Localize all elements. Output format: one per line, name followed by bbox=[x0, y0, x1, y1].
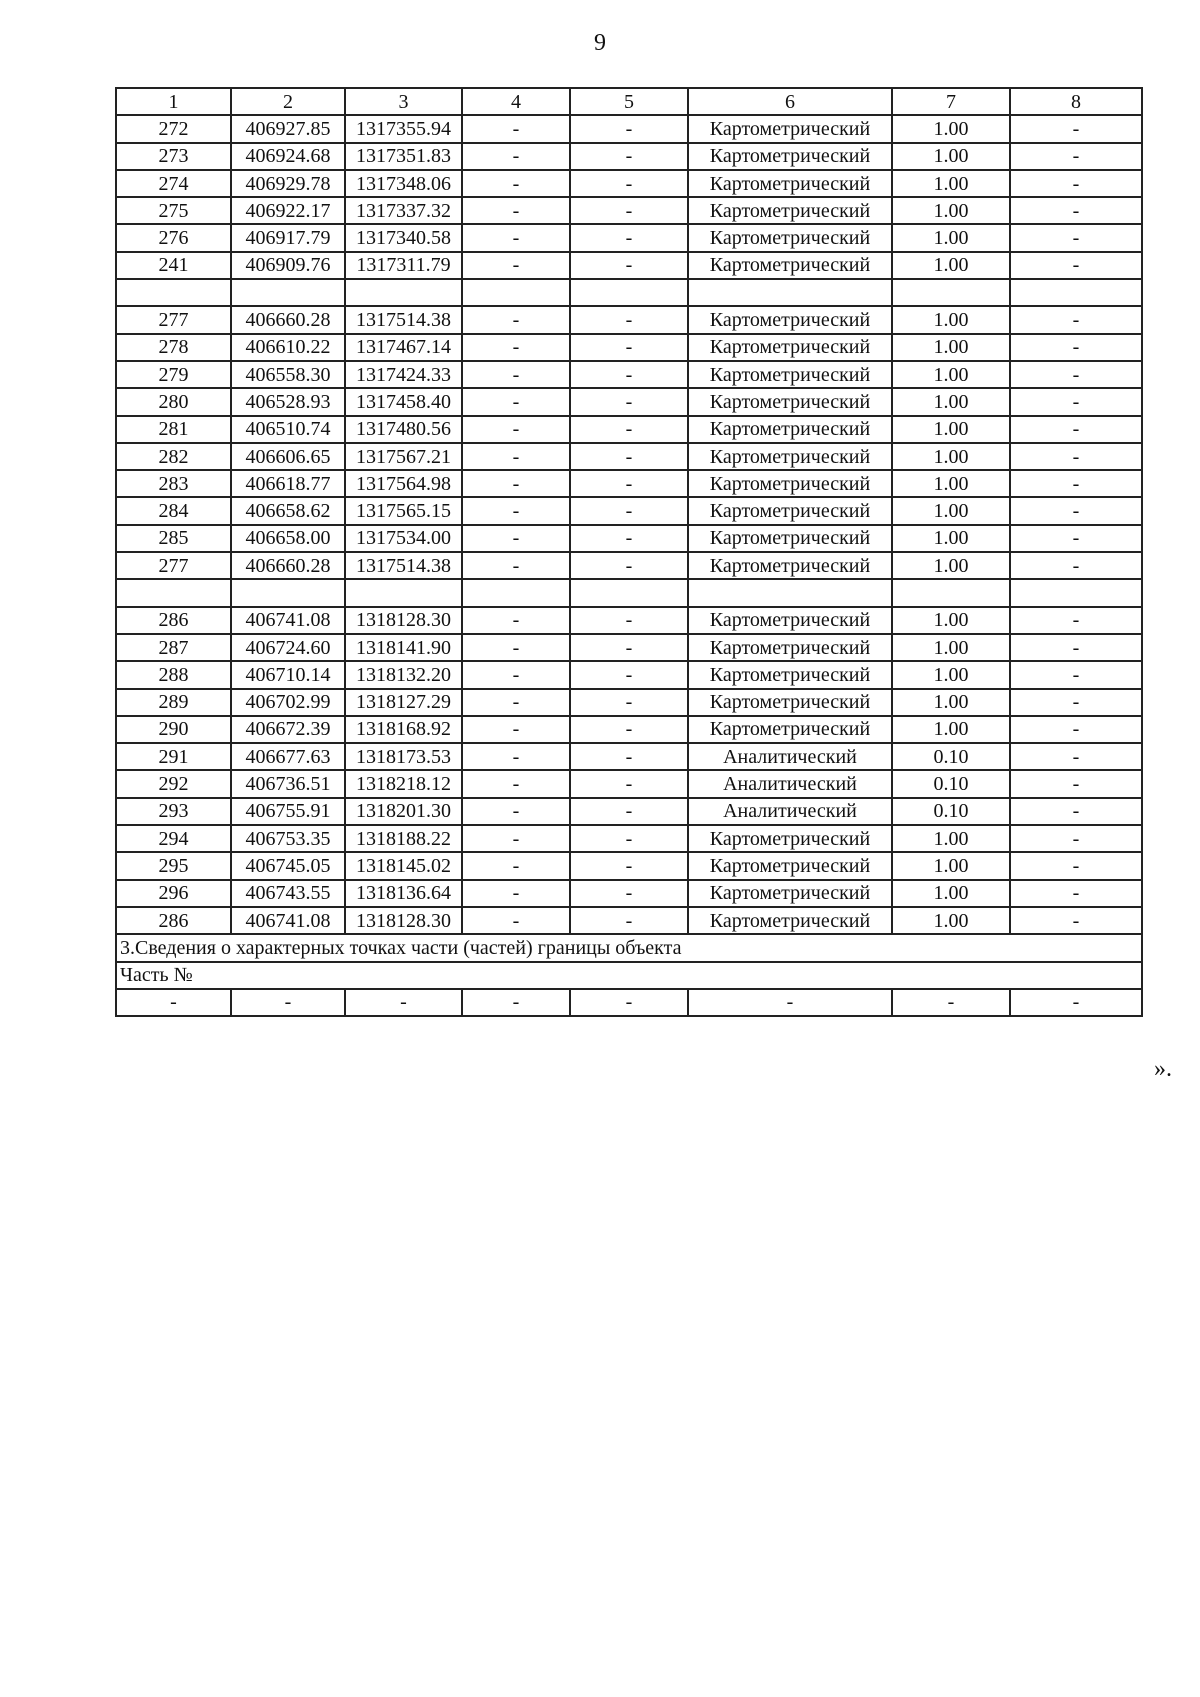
table-cell-col-8: - bbox=[1010, 170, 1142, 197]
table-cell-col-2: 406724.60 bbox=[231, 634, 345, 661]
table-cell-col-3: 3 bbox=[345, 88, 462, 115]
table-cell-col-7: 0.10 bbox=[892, 770, 1010, 797]
table-cell-col-1: 291 bbox=[116, 743, 231, 770]
table-cell-col-2: 406743.55 bbox=[231, 880, 345, 907]
table-cell-col-7: 1.00 bbox=[892, 252, 1010, 279]
table-cell-col-2: 406736.51 bbox=[231, 770, 345, 797]
table-row bbox=[116, 115, 1142, 142]
empty-cell bbox=[345, 279, 462, 306]
table-cell-col-5: - bbox=[570, 388, 688, 415]
table-cell-col-5: - bbox=[570, 252, 688, 279]
table-cell-col-3: 1317424.33 bbox=[345, 361, 462, 388]
table-cell-col-7: - bbox=[892, 989, 1010, 1016]
table-cell-col-4: - bbox=[462, 852, 570, 879]
table-cell-col-8: - bbox=[1010, 716, 1142, 743]
table-cell-col-3: 1318173.53 bbox=[345, 743, 462, 770]
table-cell-col-1: 294 bbox=[116, 825, 231, 852]
table-cell-col-4: - bbox=[462, 798, 570, 825]
table-cell-col-5: - bbox=[570, 115, 688, 142]
table-cell-col-8: - bbox=[1010, 416, 1142, 443]
table-cell-col-1: 286 bbox=[116, 907, 231, 934]
section-title-row bbox=[116, 934, 1142, 961]
page-number: 9 bbox=[594, 30, 606, 56]
table-body bbox=[116, 88, 1142, 1016]
table-cell-col-6: Картометрический bbox=[688, 170, 892, 197]
table-cell-col-8: - bbox=[1010, 197, 1142, 224]
table-cell-col-8: - bbox=[1010, 306, 1142, 333]
table-cell-col-2: 406658.00 bbox=[231, 525, 345, 552]
table-cell-col-3: 1317340.58 bbox=[345, 224, 462, 251]
part-number-label-row bbox=[116, 962, 1142, 989]
table-cell-col-2: 406917.79 bbox=[231, 224, 345, 251]
table-row bbox=[116, 143, 1142, 170]
table-cell-col-5: - bbox=[570, 880, 688, 907]
table-cell-col-7: 1.00 bbox=[892, 552, 1010, 579]
table-row bbox=[116, 170, 1142, 197]
table-cell-col-5: - bbox=[570, 852, 688, 879]
table-cell-col-1: 275 bbox=[116, 197, 231, 224]
table-cell-col-7: 1.00 bbox=[892, 825, 1010, 852]
table-cell-col-1: 293 bbox=[116, 798, 231, 825]
table-cell-col-5: - bbox=[570, 497, 688, 524]
table-cell-col-4: - bbox=[462, 497, 570, 524]
table-cell-col-7: 1.00 bbox=[892, 115, 1010, 142]
table-cell-col-4: - bbox=[462, 661, 570, 688]
table-cell-col-4: - bbox=[462, 770, 570, 797]
table-cell-col-3: 1318145.02 bbox=[345, 852, 462, 879]
table-cell-col-1: 290 bbox=[116, 716, 231, 743]
table-cell-col-8: - bbox=[1010, 661, 1142, 688]
table-cell-col-8: - bbox=[1010, 689, 1142, 716]
table-cell-col-1: 288 bbox=[116, 661, 231, 688]
empty-cell bbox=[688, 279, 892, 306]
table-cell-col-7: 1.00 bbox=[892, 197, 1010, 224]
table-cell-col-1: 285 bbox=[116, 525, 231, 552]
empty-cell bbox=[462, 279, 570, 306]
table-row bbox=[116, 525, 1142, 552]
table-cell-col-8: - bbox=[1010, 825, 1142, 852]
table-cell-col-5: - bbox=[570, 798, 688, 825]
empty-cell bbox=[231, 579, 345, 606]
table-row bbox=[116, 989, 1142, 1016]
table-cell-col-8: - bbox=[1010, 525, 1142, 552]
table-cell-col-7: 0.10 bbox=[892, 743, 1010, 770]
table-cell-col-5: 5 bbox=[570, 88, 688, 115]
table-cell-col-5: - bbox=[570, 989, 688, 1016]
table-cell-col-3: 1317567.21 bbox=[345, 443, 462, 470]
table-cell-col-5: - bbox=[570, 306, 688, 333]
empty-cell bbox=[231, 279, 345, 306]
table-cell-col-4: - bbox=[462, 525, 570, 552]
table-cell-col-1: 295 bbox=[116, 852, 231, 879]
table-row bbox=[116, 634, 1142, 661]
table-cell-col-5: - bbox=[570, 224, 688, 251]
table-cell-col-3: 1318141.90 bbox=[345, 634, 462, 661]
table-cell-col-1: 278 bbox=[116, 334, 231, 361]
table-cell-col-3: 1317565.15 bbox=[345, 497, 462, 524]
table-cell-col-1: 289 bbox=[116, 689, 231, 716]
table-cell-col-7: 0.10 bbox=[892, 798, 1010, 825]
table-cell-col-4: - bbox=[462, 416, 570, 443]
empty-cell bbox=[462, 579, 570, 606]
table-cell-col-3: 1317351.83 bbox=[345, 143, 462, 170]
table-cell-col-2: 406660.28 bbox=[231, 306, 345, 333]
table-cell-col-4: - bbox=[462, 907, 570, 934]
table-cell-col-5: - bbox=[570, 825, 688, 852]
table-cell-col-3: 1318218.12 bbox=[345, 770, 462, 797]
table-cell-col-3: 1317467.14 bbox=[345, 334, 462, 361]
table-cell-col-6: Картометрический bbox=[688, 716, 892, 743]
table-cell-col-7: 1.00 bbox=[892, 852, 1010, 879]
table-cell-col-6: Аналитический bbox=[688, 743, 892, 770]
table-cell-col-6: Картометрический bbox=[688, 334, 892, 361]
table-cell-col-4: - bbox=[462, 689, 570, 716]
table-cell-col-2: 406677.63 bbox=[231, 743, 345, 770]
table-cell-col-4: - bbox=[462, 115, 570, 142]
table-row bbox=[116, 880, 1142, 907]
table-cell-col-4: - bbox=[462, 607, 570, 634]
table-cell-col-2: 406660.28 bbox=[231, 552, 345, 579]
table-cell-col-8: 8 bbox=[1010, 88, 1142, 115]
table-cell-col-5: - bbox=[570, 661, 688, 688]
table-cell-col-2: 406741.08 bbox=[231, 907, 345, 934]
table-cell-col-3: 1317311.79 bbox=[345, 252, 462, 279]
table-row bbox=[116, 607, 1142, 634]
table-cell-col-5: - bbox=[570, 143, 688, 170]
empty-cell bbox=[116, 279, 231, 306]
table-cell-col-2: 406745.05 bbox=[231, 852, 345, 879]
table-cell-col-5: - bbox=[570, 470, 688, 497]
table-cell-col-5: - bbox=[570, 689, 688, 716]
table-cell-col-6: Картометрический bbox=[688, 689, 892, 716]
table-cell-col-4: - bbox=[462, 388, 570, 415]
empty-cell bbox=[1010, 579, 1142, 606]
table-cell-col-8: - bbox=[1010, 880, 1142, 907]
table-cell-col-2: 406558.30 bbox=[231, 361, 345, 388]
table-cell-col-1: 281 bbox=[116, 416, 231, 443]
table-cell-col-8: - bbox=[1010, 224, 1142, 251]
table-cell-col-7: 1.00 bbox=[892, 388, 1010, 415]
table-cell-col-3: 1317348.06 bbox=[345, 170, 462, 197]
table-cell-col-5: - bbox=[570, 907, 688, 934]
table-cell-col-7: 1.00 bbox=[892, 416, 1010, 443]
table-row bbox=[116, 416, 1142, 443]
table-cell-col-2: 2 bbox=[231, 88, 345, 115]
table-cell-col-1: 286 bbox=[116, 607, 231, 634]
table-cell-col-3: 1317534.00 bbox=[345, 525, 462, 552]
table-cell-col-3: 1317458.40 bbox=[345, 388, 462, 415]
table-cell-col-5: - bbox=[570, 525, 688, 552]
table-cell-col-4: - bbox=[462, 170, 570, 197]
table-cell-col-2: 406610.22 bbox=[231, 334, 345, 361]
table-header-row bbox=[116, 88, 1142, 115]
table-cell-col-2: 406929.78 bbox=[231, 170, 345, 197]
table-cell-col-5: - bbox=[570, 170, 688, 197]
table-cell-col-2: 406741.08 bbox=[231, 607, 345, 634]
table-cell-col-1: - bbox=[116, 989, 231, 1016]
table-cell-col-6: Картометрический bbox=[688, 525, 892, 552]
table-cell-col-3: 1317337.32 bbox=[345, 197, 462, 224]
table-row bbox=[116, 825, 1142, 852]
table-cell-col-5: - bbox=[570, 770, 688, 797]
table-cell-col-2: 406922.17 bbox=[231, 197, 345, 224]
table-row bbox=[116, 388, 1142, 415]
closing-quote: ». bbox=[1154, 1056, 1172, 1082]
contour-separator-row bbox=[116, 279, 1142, 306]
table-cell-col-2: 406924.68 bbox=[231, 143, 345, 170]
table-cell-col-2: 406658.62 bbox=[231, 497, 345, 524]
table-row bbox=[116, 743, 1142, 770]
table-cell-col-1: 1 bbox=[116, 88, 231, 115]
table-cell-col-7: 1.00 bbox=[892, 143, 1010, 170]
table-cell-col-3: 1318132.20 bbox=[345, 661, 462, 688]
table-cell-col-6: Картометрический bbox=[688, 361, 892, 388]
table-cell-col-8: - bbox=[1010, 334, 1142, 361]
table-row bbox=[116, 552, 1142, 579]
table-row bbox=[116, 361, 1142, 388]
table-cell-col-8: - bbox=[1010, 552, 1142, 579]
table-cell-col-5: - bbox=[570, 607, 688, 634]
table-row bbox=[116, 334, 1142, 361]
table-cell-col-7: 1.00 bbox=[892, 334, 1010, 361]
table-cell-col-7: 1.00 bbox=[892, 170, 1010, 197]
table-cell-col-2: 406672.39 bbox=[231, 716, 345, 743]
table-cell-col-6: Картометрический bbox=[688, 825, 892, 852]
table-cell-col-7: 1.00 bbox=[892, 306, 1010, 333]
table-cell-col-8: - bbox=[1010, 361, 1142, 388]
table-cell-col-2: 406606.65 bbox=[231, 443, 345, 470]
contour-separator-row bbox=[116, 579, 1142, 606]
table-cell-col-6: Картометрический bbox=[688, 552, 892, 579]
table-row bbox=[116, 770, 1142, 797]
table-cell-col-4: - bbox=[462, 443, 570, 470]
table-cell-col-6: Картометрический bbox=[688, 224, 892, 251]
table-row bbox=[116, 716, 1142, 743]
table-row bbox=[116, 852, 1142, 879]
section-title: 3.Сведения о характерных точках части (частей) границы объекта bbox=[116, 934, 1142, 961]
table-cell-col-4: - bbox=[462, 552, 570, 579]
table-cell-col-1: 287 bbox=[116, 634, 231, 661]
table-cell-col-6: Картометрический bbox=[688, 443, 892, 470]
table-cell-col-7: 1.00 bbox=[892, 880, 1010, 907]
table-cell-col-8: - bbox=[1010, 443, 1142, 470]
table-cell-col-2: 406909.76 bbox=[231, 252, 345, 279]
table-cell-col-4: - bbox=[462, 989, 570, 1016]
table-cell-col-4: - bbox=[462, 743, 570, 770]
table-cell-col-2: 406755.91 bbox=[231, 798, 345, 825]
table-cell-col-3: 1317480.56 bbox=[345, 416, 462, 443]
table-cell-col-4: - bbox=[462, 252, 570, 279]
table-cell-col-8: - bbox=[1010, 388, 1142, 415]
table-cell-col-8: - bbox=[1010, 497, 1142, 524]
table-cell-col-2: 406618.77 bbox=[231, 470, 345, 497]
table-cell-col-7: 1.00 bbox=[892, 607, 1010, 634]
table-cell-col-8: - bbox=[1010, 252, 1142, 279]
table-cell-col-1: 284 bbox=[116, 497, 231, 524]
table-cell-col-6: Картометрический bbox=[688, 252, 892, 279]
table-cell-col-8: - bbox=[1010, 798, 1142, 825]
table-cell-col-3: 1318168.92 bbox=[345, 716, 462, 743]
table-cell-col-7: 7 bbox=[892, 88, 1010, 115]
table-cell-col-3: 1318188.22 bbox=[345, 825, 462, 852]
table-cell-col-1: 277 bbox=[116, 552, 231, 579]
table-row bbox=[116, 497, 1142, 524]
table-row bbox=[116, 798, 1142, 825]
table-cell-col-1: 277 bbox=[116, 306, 231, 333]
table-cell-col-2: 406702.99 bbox=[231, 689, 345, 716]
table-cell-col-6: Картометрический bbox=[688, 907, 892, 934]
table-cell-col-4: - bbox=[462, 306, 570, 333]
empty-cell bbox=[116, 579, 231, 606]
table-cell-col-1: 296 bbox=[116, 880, 231, 907]
table-cell-col-2: 406753.35 bbox=[231, 825, 345, 852]
table-cell-col-7: 1.00 bbox=[892, 661, 1010, 688]
table-cell-col-6: Картометрический bbox=[688, 470, 892, 497]
table-row bbox=[116, 661, 1142, 688]
table-cell-col-7: 1.00 bbox=[892, 224, 1010, 251]
table-row bbox=[116, 907, 1142, 934]
table-cell-col-7: 1.00 bbox=[892, 361, 1010, 388]
table-cell-col-4: - bbox=[462, 143, 570, 170]
table-cell-col-4: - bbox=[462, 197, 570, 224]
table-cell-col-5: - bbox=[570, 443, 688, 470]
table-cell-col-6: Картометрический bbox=[688, 852, 892, 879]
table-cell-col-8: - bbox=[1010, 907, 1142, 934]
table-cell-col-5: - bbox=[570, 634, 688, 661]
table-cell-col-5: - bbox=[570, 716, 688, 743]
table-cell-col-5: - bbox=[570, 416, 688, 443]
table-cell-col-8: - bbox=[1010, 743, 1142, 770]
table-row bbox=[116, 470, 1142, 497]
table-cell-col-1: 280 bbox=[116, 388, 231, 415]
empty-cell bbox=[570, 279, 688, 306]
empty-cell bbox=[688, 579, 892, 606]
table-cell-col-7: 1.00 bbox=[892, 470, 1010, 497]
table-cell-col-1: 273 bbox=[116, 143, 231, 170]
table-cell-col-4: - bbox=[462, 361, 570, 388]
table-cell-col-5: - bbox=[570, 197, 688, 224]
table-cell-col-6: Картометрический bbox=[688, 634, 892, 661]
table-cell-col-1: 282 bbox=[116, 443, 231, 470]
table-cell-col-2: 406710.14 bbox=[231, 661, 345, 688]
table-cell-col-5: - bbox=[570, 552, 688, 579]
table-cell-col-7: 1.00 bbox=[892, 525, 1010, 552]
table-cell-col-4: - bbox=[462, 224, 570, 251]
table-cell-col-1: 241 bbox=[116, 252, 231, 279]
table-cell-col-4: - bbox=[462, 880, 570, 907]
table-cell-col-4: - bbox=[462, 716, 570, 743]
part-number-label: Часть № bbox=[116, 962, 1142, 989]
table-cell-col-6: Картометрический bbox=[688, 661, 892, 688]
table-cell-col-6: Картометрический bbox=[688, 388, 892, 415]
table-cell-col-8: - bbox=[1010, 143, 1142, 170]
table-cell-col-3: 1317564.98 bbox=[345, 470, 462, 497]
table-cell-col-3: 1317514.38 bbox=[345, 552, 462, 579]
table-row bbox=[116, 443, 1142, 470]
table-cell-col-3: 1318201.30 bbox=[345, 798, 462, 825]
table-row bbox=[116, 306, 1142, 333]
empty-cell bbox=[1010, 279, 1142, 306]
table-cell-col-6: - bbox=[688, 989, 892, 1016]
table-cell-col-6: Картометрический bbox=[688, 607, 892, 634]
table-cell-col-1: 292 bbox=[116, 770, 231, 797]
empty-cell bbox=[892, 279, 1010, 306]
table-cell-col-8: - bbox=[1010, 470, 1142, 497]
table-cell-col-7: 1.00 bbox=[892, 634, 1010, 661]
table-cell-col-7: 1.00 bbox=[892, 443, 1010, 470]
table-row bbox=[116, 252, 1142, 279]
table-cell-col-1: 279 bbox=[116, 361, 231, 388]
table-cell-col-6: 6 bbox=[688, 88, 892, 115]
table-row bbox=[116, 689, 1142, 716]
table-cell-col-8: - bbox=[1010, 115, 1142, 142]
table-cell-col-3: - bbox=[345, 989, 462, 1016]
table-cell-col-3: 1317514.38 bbox=[345, 306, 462, 333]
table-row bbox=[116, 197, 1142, 224]
table-cell-col-5: - bbox=[570, 361, 688, 388]
table-cell-col-4: - bbox=[462, 334, 570, 361]
table-cell-col-4: - bbox=[462, 634, 570, 661]
table-cell-col-2: 406528.93 bbox=[231, 388, 345, 415]
table-cell-col-3: 1318128.30 bbox=[345, 907, 462, 934]
table-cell-col-6: Картометрический bbox=[688, 416, 892, 443]
table-cell-col-7: 1.00 bbox=[892, 689, 1010, 716]
table-cell-col-1: 274 bbox=[116, 170, 231, 197]
table-cell-col-8: - bbox=[1010, 852, 1142, 879]
table-cell-col-5: - bbox=[570, 743, 688, 770]
table-cell-col-1: 272 bbox=[116, 115, 231, 142]
table-cell-col-3: 1318128.30 bbox=[345, 607, 462, 634]
table-cell-col-2: - bbox=[231, 989, 345, 1016]
table-cell-col-6: Картометрический bbox=[688, 143, 892, 170]
table-row bbox=[116, 224, 1142, 251]
empty-cell bbox=[570, 579, 688, 606]
table-cell-col-3: 1318136.64 bbox=[345, 880, 462, 907]
empty-cell bbox=[892, 579, 1010, 606]
table-cell-col-8: - bbox=[1010, 634, 1142, 661]
table-cell-col-6: Картометрический bbox=[688, 306, 892, 333]
table-cell-col-6: Картометрический bbox=[688, 115, 892, 142]
table-cell-col-2: 406510.74 bbox=[231, 416, 345, 443]
table-cell-col-4: - bbox=[462, 470, 570, 497]
table-cell-col-6: Аналитический bbox=[688, 770, 892, 797]
table-cell-col-7: 1.00 bbox=[892, 716, 1010, 743]
table-cell-col-1: 276 bbox=[116, 224, 231, 251]
table-cell-col-4: - bbox=[462, 825, 570, 852]
table-cell-col-5: - bbox=[570, 334, 688, 361]
table-cell-col-4: 4 bbox=[462, 88, 570, 115]
table-cell-col-3: 1318127.29 bbox=[345, 689, 462, 716]
table-cell-col-6: Аналитический bbox=[688, 798, 892, 825]
table-cell-col-8: - bbox=[1010, 607, 1142, 634]
table-cell-col-1: 283 bbox=[116, 470, 231, 497]
table-cell-col-8: - bbox=[1010, 989, 1142, 1016]
coordinates-table bbox=[115, 87, 1143, 1017]
table-cell-col-8: - bbox=[1010, 770, 1142, 797]
empty-cell bbox=[345, 579, 462, 606]
table-cell-col-7: 1.00 bbox=[892, 907, 1010, 934]
table-cell-col-7: 1.00 bbox=[892, 497, 1010, 524]
table-cell-col-3: 1317355.94 bbox=[345, 115, 462, 142]
table-cell-col-6: Картометрический bbox=[688, 880, 892, 907]
table-cell-col-6: Картометрический bbox=[688, 197, 892, 224]
table-cell-col-2: 406927.85 bbox=[231, 115, 345, 142]
table-cell-col-6: Картометрический bbox=[688, 497, 892, 524]
